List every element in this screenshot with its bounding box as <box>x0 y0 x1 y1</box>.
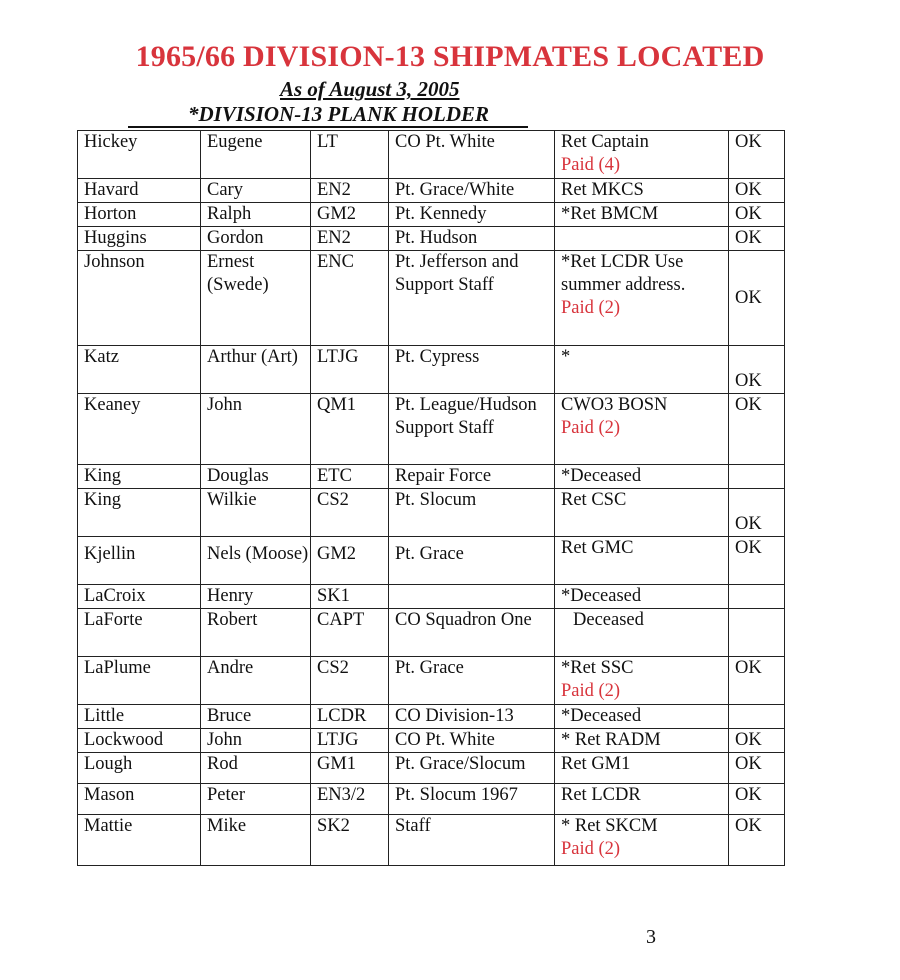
ok-mark: OK <box>729 537 785 585</box>
status-cell <box>555 657 729 705</box>
page-number: 3 <box>646 926 656 948</box>
status: *Ret LCDR Use summer address. <box>561 252 686 295</box>
last-name: Katz <box>78 346 201 394</box>
first-name: Gordon <box>201 227 311 251</box>
ok-mark: OK <box>729 251 785 346</box>
status-cell <box>555 394 729 465</box>
status-cell <box>555 251 729 346</box>
last-name: Huggins <box>78 227 201 251</box>
last-name: LaCroix <box>78 585 201 609</box>
assignment: Pt. Grace/White <box>389 179 555 203</box>
ok-mark: OK <box>729 131 785 179</box>
first-name: Ernest (Swede) <box>201 251 311 346</box>
ok-mark: OK <box>729 784 785 815</box>
legend-underline <box>128 126 528 128</box>
first-name: Rod <box>201 753 311 784</box>
status: Deceased <box>555 609 729 657</box>
last-name: Kjellin <box>78 537 201 585</box>
paid-note: Paid (2) <box>561 418 621 438</box>
first-name: Ralph <box>201 203 311 227</box>
paid-note: Paid (2) <box>561 298 621 318</box>
table-row <box>78 179 785 203</box>
status: Ret GM1 <box>555 753 729 784</box>
assignment: CO Squadron One <box>389 609 555 657</box>
ok-mark: OK <box>729 815 785 866</box>
table-row <box>78 203 785 227</box>
first-name: Andre <box>201 657 311 705</box>
table-row <box>78 657 785 705</box>
assignment: Pt. Cypress <box>389 346 555 394</box>
assignment: Pt. Slocum 1967 <box>389 784 555 815</box>
last-name: LaPlume <box>78 657 201 705</box>
shipmates-table <box>77 130 785 866</box>
ok-mark: OK <box>729 489 785 537</box>
rank: CS2 <box>311 657 389 705</box>
page-title: 1965/66 DIVISION-13 SHIPMATES LOCATED <box>135 40 765 73</box>
table-row <box>78 251 785 346</box>
last-name: Mason <box>78 784 201 815</box>
paid-note: Paid (2) <box>561 839 621 859</box>
ok-mark: OK <box>729 346 785 394</box>
ok-mark <box>729 465 785 489</box>
paid-note: Paid (2) <box>561 681 621 701</box>
last-name: Johnson <box>78 251 201 346</box>
rank: EN2 <box>311 227 389 251</box>
table-row <box>78 465 785 489</box>
table-row <box>78 227 785 251</box>
status: * Ret RADM <box>555 729 729 753</box>
status: CWO3 BOSN <box>561 395 668 415</box>
table-row <box>78 609 785 657</box>
table-row <box>78 815 785 866</box>
status <box>555 227 729 251</box>
first-name: Eugene <box>201 131 311 179</box>
first-name: Mike <box>201 815 311 866</box>
first-name: Douglas <box>201 465 311 489</box>
status: Ret MKCS <box>555 179 729 203</box>
first-name: Peter <box>201 784 311 815</box>
ok-mark <box>729 609 785 657</box>
table-row <box>78 131 785 179</box>
status: Ret LCDR <box>555 784 729 815</box>
last-name: Lough <box>78 753 201 784</box>
rank: EN3/2 <box>311 784 389 815</box>
ok-mark: OK <box>729 753 785 784</box>
last-name: King <box>78 465 201 489</box>
paid-note: Paid (4) <box>561 155 621 175</box>
first-name: Nels (Moose) <box>201 537 311 585</box>
first-name: John <box>201 394 311 465</box>
table-row <box>78 784 785 815</box>
first-name: Robert <box>201 609 311 657</box>
first-name: Henry <box>201 585 311 609</box>
assignment: Repair Force <box>389 465 555 489</box>
status-cell <box>555 131 729 179</box>
first-name: Wilkie <box>201 489 311 537</box>
first-name: Cary <box>201 179 311 203</box>
rank: CAPT <box>311 609 389 657</box>
ok-mark: OK <box>729 394 785 465</box>
first-name: John <box>201 729 311 753</box>
ok-mark: OK <box>729 179 785 203</box>
last-name: Keaney <box>78 394 201 465</box>
assignment: Staff <box>389 815 555 866</box>
assignment <box>389 585 555 609</box>
assignment: Pt. Kennedy <box>389 203 555 227</box>
assignment: Pt. Slocum <box>389 489 555 537</box>
ok-mark: OK <box>729 729 785 753</box>
table-row <box>78 489 785 537</box>
assignment: CO Pt. White <box>389 729 555 753</box>
assignment: CO Division-13 <box>389 705 555 729</box>
table-row <box>78 729 785 753</box>
ok-mark <box>729 705 785 729</box>
ok-mark: OK <box>729 657 785 705</box>
table-row <box>78 346 785 394</box>
status: Ret Captain <box>561 132 649 152</box>
assignment: Pt. Grace/Slocum <box>389 753 555 784</box>
rank: GM2 <box>311 203 389 227</box>
last-name: King <box>78 489 201 537</box>
as-of-date: As of August 3, 2005 <box>280 77 460 101</box>
rank: EN2 <box>311 179 389 203</box>
rank: QM1 <box>311 394 389 465</box>
plank-holder-legend: *DIVISION-13 PLANK HOLDER <box>188 102 490 126</box>
ok-mark: OK <box>729 203 785 227</box>
rank: LTJG <box>311 729 389 753</box>
status: Ret CSC <box>555 489 729 537</box>
ok-mark <box>729 585 785 609</box>
rank: LCDR <box>311 705 389 729</box>
status: *Deceased <box>555 465 729 489</box>
last-name: Mattie <box>78 815 201 866</box>
first-name: Arthur (Art) <box>201 346 311 394</box>
status: * <box>555 346 729 394</box>
table-row <box>78 394 785 465</box>
rank: SK1 <box>311 585 389 609</box>
status-cell <box>555 815 729 866</box>
status: Ret GMC <box>555 537 729 585</box>
last-name: Hickey <box>78 131 201 179</box>
assignment: Pt. Jefferson and Support Staff <box>389 251 555 346</box>
rank: ENC <box>311 251 389 346</box>
ok-mark: OK <box>729 227 785 251</box>
rank: ETC <box>311 465 389 489</box>
last-name: Lockwood <box>78 729 201 753</box>
last-name: Horton <box>78 203 201 227</box>
rank: LTJG <box>311 346 389 394</box>
status: *Deceased <box>555 705 729 729</box>
rank: LT <box>311 131 389 179</box>
status: *Ret SSC <box>561 658 634 678</box>
assignment: Pt. League/Hudson Support Staff <box>389 394 555 465</box>
table-row <box>78 705 785 729</box>
table-row <box>78 753 785 784</box>
last-name: LaForte <box>78 609 201 657</box>
status: * Ret SKCM <box>561 816 658 836</box>
rank: GM1 <box>311 753 389 784</box>
status: *Deceased <box>555 585 729 609</box>
last-name: Havard <box>78 179 201 203</box>
assignment: Pt. Grace <box>389 537 555 585</box>
rank: CS2 <box>311 489 389 537</box>
rank: SK2 <box>311 815 389 866</box>
assignment: Pt. Grace <box>389 657 555 705</box>
assignment: CO Pt. White <box>389 131 555 179</box>
table-row <box>78 537 785 585</box>
first-name: Bruce <box>201 705 311 729</box>
last-name: Little <box>78 705 201 729</box>
assignment: Pt. Hudson <box>389 227 555 251</box>
status: *Ret BMCM <box>555 203 729 227</box>
table-row <box>78 585 785 609</box>
rank: GM2 <box>311 537 389 585</box>
